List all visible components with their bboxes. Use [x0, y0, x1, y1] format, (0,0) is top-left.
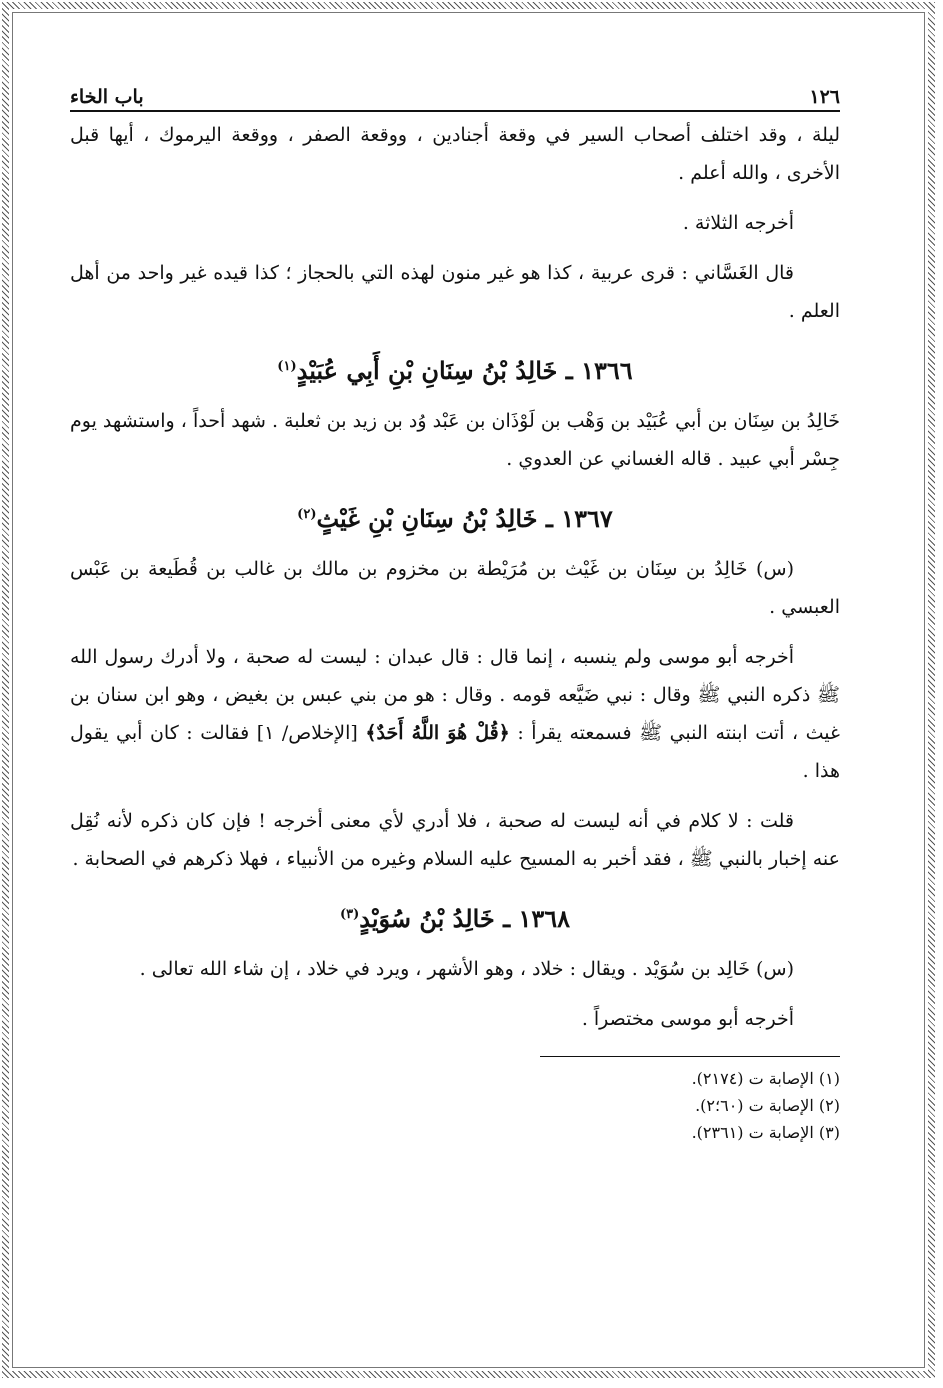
paragraph-text: [الإخلاص/ ١] فقالت : كان أبي يقول هذا .	[70, 722, 840, 782]
footnotes	[70, 1065, 840, 1146]
footnote-item: (٣) الإصابة ت (٢٣٦١).	[691, 1123, 840, 1142]
footnote-item: (١) الإصابة ت (٢١٧٤).	[691, 1069, 840, 1088]
paragraph: ليلة ، وقد اختلف أصحاب السير في وقعة أجنادين ، ووقعة الصفر ، ووقعة اليرموك ، أيها قبل الأخرى ، والله أعلم .	[70, 124, 840, 184]
paragraph-text: أخرجه أبو موسى ولم ينسبه ، إنما قال : قال عبدان : ليست له صحبة ، ولا أدرك رسول الله ﷺ ذكره النبي ﷺ وقال : نبي ضَيَّعه قومه . وقال : هو من بني عبس بن بغيض ، وهو ابن سنان بن غيث ، أتت ابنته النبي ﷺ فسمعته يقرأ :	[70, 646, 840, 744]
entry-title: ١٣٦٦ ـ خَالِدُ بْنُ سِنَانِ بْنِ أَبِي عُبَيْدٍ	[296, 356, 633, 385]
footnote-ref: (١)	[277, 359, 297, 374]
paragraph: خَالِدُ بن سِنَان بن أبي عُبَيْد بن وَهْب بن لَوْذَان بن عَبْد وُد بن زيد بن ثعلبة . شهد أحداً ، واستشهد يوم جِسْر أبي عبيد . قاله الغساني عن العدوي .	[70, 410, 840, 470]
entry-heading-1366	[70, 348, 840, 390]
entry-heading-1368	[70, 896, 840, 938]
paragraph: أخرجه الثلاثة .	[682, 212, 794, 234]
footnote-ref: (٣)	[339, 907, 360, 922]
page-number: ١٢٦	[809, 86, 840, 108]
paragraph: قلت : لا كلام في أنه ليست له صحبة ، فلا أدري لأي معنى أخرجه ! فإن كان ذكره لأنه نُقِل عنه إخبار بالنبي ﷺ ، فقد أخبر به المسيح عليه السلام وغيره من الأنبياء ، فهلا ذكرهم في الصحابة .	[70, 810, 840, 870]
quran-verse: ﴿قُلْ هُوَ اللَّهُ أَحَدٌ﴾	[365, 722, 510, 744]
paragraph: (س) خَالِد بن سُوَيْد . ويقال : خلاد ، وهو الأشهر ، ويرد في خلاد ، إن شاء الله تعالى .	[139, 958, 794, 980]
paragraph	[70, 638, 840, 790]
paragraph: (س) خَالِدُ بن سِنَان بن غَيْث بن مُرَيْطة بن مخزوم بن مالك بن غالب بن قُطَيعة بن عَبْس العبسي .	[70, 558, 840, 618]
footnote-item: (٢) الإصابة ت (٦٠؛٢).	[695, 1096, 840, 1115]
entry-title: ١٣٦٧ ـ خَالِدُ بْنُ سِنَانِ بْنِ غَيْثٍ	[316, 504, 613, 533]
footnote-ref: (٢)	[297, 507, 317, 522]
paragraph: قال الغَسَّاني : قرى عربية ، كذا هو غير منون لهذه التي بالحجاز ؛ كذا قيده غير واحد من أهل العلم .	[70, 262, 840, 322]
running-header	[70, 78, 840, 112]
book-page	[70, 78, 840, 1146]
chapter-title: باب الخاء	[70, 86, 144, 108]
entry-heading-1367	[70, 496, 840, 538]
paragraph: أخرجه أبو موسى مختصراً .	[581, 1008, 794, 1030]
entry-title: ١٣٦٨ ـ خَالِدُ بْنُ سُوَيْدٍ	[359, 904, 571, 933]
footnote-divider	[540, 1056, 840, 1057]
